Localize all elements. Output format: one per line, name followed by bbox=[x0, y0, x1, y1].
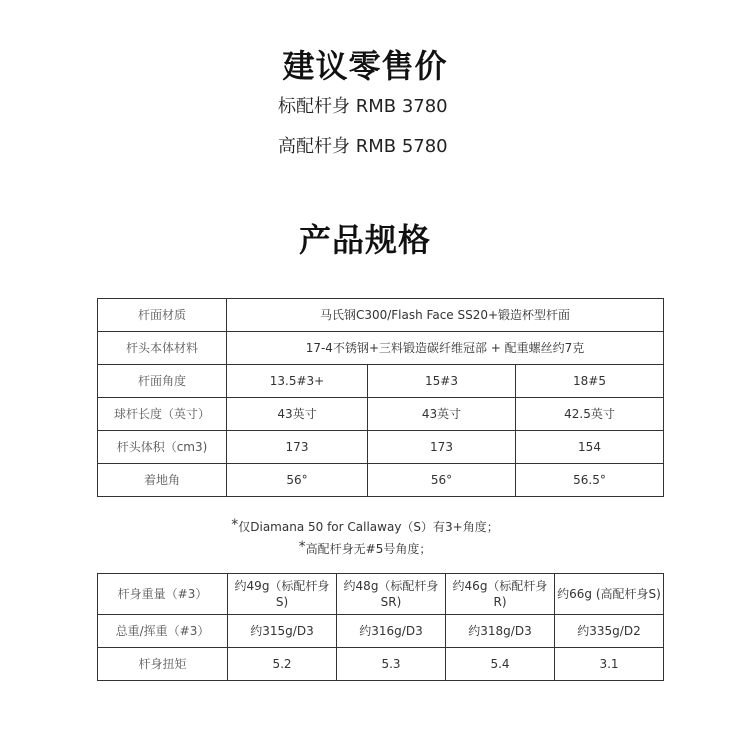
table-row bbox=[98, 332, 664, 365]
shaft-weight-value: 约48g（标配杆身SR) bbox=[337, 574, 446, 615]
total-weight-value: 约318g/D3 bbox=[446, 615, 555, 648]
pricing-section bbox=[0, 44, 730, 158]
torque-value: 3.1 bbox=[555, 648, 664, 681]
volume-label: 杆头体积（cm3) bbox=[98, 431, 227, 464]
table-row bbox=[98, 615, 664, 648]
face-material-label: 杆面材质 bbox=[98, 299, 227, 332]
standard-price: 标配杆身 RMB 3780 bbox=[278, 96, 448, 117]
table-row bbox=[98, 365, 664, 398]
table-row bbox=[98, 574, 664, 615]
length-value: 43英寸 bbox=[368, 398, 516, 431]
length-label: 球杆长度（英寸） bbox=[98, 398, 227, 431]
lie-label: 着地角 bbox=[98, 464, 227, 497]
shaft-weight-label: 杆身重量（#3） bbox=[98, 574, 228, 615]
total-weight-value: 约335g/D2 bbox=[555, 615, 664, 648]
table-row bbox=[98, 398, 664, 431]
table-row bbox=[98, 464, 664, 497]
specs-title: 产品规格 bbox=[298, 221, 431, 259]
footnote-text: 高配杆身无#5号角度； bbox=[305, 542, 432, 556]
lie-value: 56° bbox=[227, 464, 368, 497]
loft-label: 杆面角度 bbox=[98, 365, 227, 398]
volume-value: 173 bbox=[368, 431, 516, 464]
specs-table bbox=[97, 298, 664, 497]
total-weight-value: 约315g/D3 bbox=[228, 615, 337, 648]
loft-value: 13.5#3+ bbox=[227, 365, 368, 398]
table-row bbox=[98, 299, 664, 332]
shaft-weight-value: 约46g（标配杆身R) bbox=[446, 574, 555, 615]
asterisk: * bbox=[231, 517, 239, 533]
volume-value: 173 bbox=[227, 431, 368, 464]
torque-label: 杆身扭矩 bbox=[98, 648, 228, 681]
footnotes bbox=[0, 515, 730, 559]
total-weight-value: 约316g/D3 bbox=[337, 615, 446, 648]
shaft-table bbox=[97, 573, 664, 681]
footnote-text: 仅Diamana 50 for Callaway（S）有3+角度； bbox=[238, 520, 499, 534]
loft-value: 18#5 bbox=[516, 365, 664, 398]
head-material-label: 杆头本体材料 bbox=[98, 332, 227, 365]
length-value: 42.5英寸 bbox=[516, 398, 664, 431]
torque-value: 5.4 bbox=[446, 648, 555, 681]
lie-value: 56.5° bbox=[516, 464, 664, 497]
face-material-value: 马氏钢C300/Flash Face SS20+锻造杯型杆面 bbox=[227, 299, 664, 332]
premium-price: 高配杆身 RMB 5780 bbox=[278, 136, 448, 157]
lie-value: 56° bbox=[368, 464, 516, 497]
torque-value: 5.3 bbox=[337, 648, 446, 681]
table-row bbox=[98, 431, 664, 464]
loft-value: 15#3 bbox=[368, 365, 516, 398]
asterisk: * bbox=[298, 539, 306, 555]
footnote bbox=[0, 515, 730, 537]
shaft-weight-value: 约66g (高配杆身S) bbox=[555, 574, 664, 615]
footnote bbox=[0, 537, 730, 559]
pricing-title: 建议零售价 bbox=[282, 47, 448, 85]
length-value: 43英寸 bbox=[227, 398, 368, 431]
table-row bbox=[98, 648, 664, 681]
total-weight-label: 总重/挥重（#3） bbox=[98, 615, 228, 648]
shaft-weight-value: 约49g（标配杆身S) bbox=[228, 574, 337, 615]
volume-value: 154 bbox=[516, 431, 664, 464]
head-material-value: 17-4不锈钢+三料锻造碳纤维冠部 + 配重螺丝约7克 bbox=[227, 332, 664, 365]
torque-value: 5.2 bbox=[228, 648, 337, 681]
